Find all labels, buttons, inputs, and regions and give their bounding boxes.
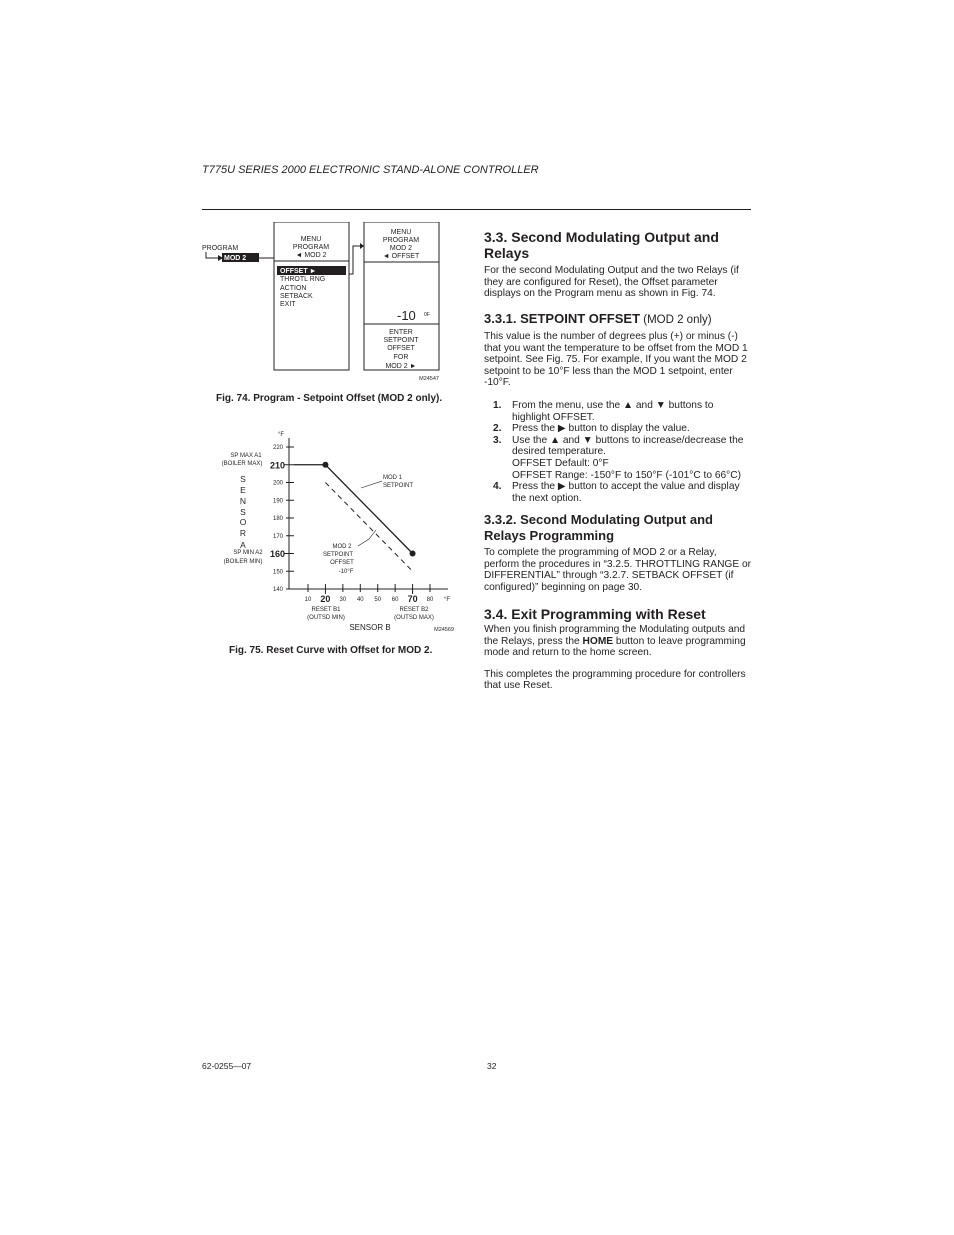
step-4 [484,481,752,504]
fig75-caption: Fig. 75. Reset Curve with Offset for MOD 2. [229,645,433,656]
fig75-y-tick-label: 140 [272,587,283,594]
step-3-number: 3. [493,434,502,446]
fig75-y-tick-label: 210 [269,460,285,471]
section-3-3-heading: 3.3. Second Modulating Output and Relays [484,229,719,261]
section-3-3-2-body: To complete the programming of MOD 2 or a Relay, perform the procedures in “3.2.5. THROTTLING RANGE or DIFFERENTIAL” through “3.2.7. SETBACK OFFSET (if configured)” beginning on page 30. [484,547,752,593]
fig75-y-tick-label: 170 [272,533,283,540]
fig74-program-menu-diagram [198,222,448,384]
fig74-box2-footer-0: ENTER [389,329,413,336]
fig75-mod2-label-2: OFFSET [330,560,354,566]
fig74-box1-item-0: THROTL RNG [280,276,326,283]
fig75-y-letter-4: O [239,517,247,527]
fig74-box2-footer-3: FOR [393,354,409,361]
step-2-text: Press the ▶ button to display the value. [512,423,690,435]
fig75-y-letter-2: N [239,496,247,506]
fig75-reset-b2-line1: RESET B2 [399,607,429,613]
fig75-x-unit: °F [444,597,451,603]
fig75-y-tick-label: 180 [272,516,283,523]
fig75-mod1-leader [361,481,382,488]
section-3-3-2 [484,512,752,593]
step-4-text: Press the ▶ button to accept the value and display the next option. [512,481,740,504]
fig74-box1-item-1: ACTION [280,285,307,292]
step-4-number: 4. [493,481,502,493]
section-3-4-body-pre: When you finish programming the Modulating outputs and the Relays, press the [484,624,746,647]
fig75-x-ticks [305,584,434,604]
fig74-box2-unit: 0F [424,312,430,318]
fig74-box2-value: -10 [397,308,416,323]
section-3-4-body [484,624,752,659]
fig75-y-tick-label: 200 [272,480,283,487]
section-3-3-body: For the second Modulating Output and the two Relays (if they are configured for Reset), the Offset parameter displays on the Program menu as shown in Fig. 74. [484,265,739,300]
fig75-y-ticks [270,445,294,593]
fig75-y-tick-label: 150 [272,569,283,576]
fig75-reset-b1-line2: (OUTSD MIN) [307,615,345,621]
section-3-3-1-heading [484,311,752,328]
fig74-code: M24547 [419,376,439,382]
fig74-mod2-tag-text: MOD 2 [224,255,247,262]
section-3-3-1-heading-suffix: (MOD 2 only) [640,314,712,326]
fig75-x-tick-label: 30 [339,597,347,603]
step-1-text: From the menu, use the ▲ and ▼ buttons to highlight OFFSET. [512,399,714,423]
fig75-mod1-label-0: MOD 1 [383,475,403,481]
fig75-y-tick-label: 220 [272,445,283,452]
fig75-reset-curve-chart [198,426,460,636]
fig75-x-tick-label: 50 [374,597,382,603]
fig74-box1-header-2: ◄ MOD 2 [295,252,327,259]
fig75-y-tick-label: 160 [269,549,285,559]
section-3-3-1-heading-text: 3.3.1. SETPOINT OFFSET [484,311,641,326]
section-3-3-1-body: This value is the number of degrees plus (+) or minus (-) that you want the temperature to be offset from the MOD 1 setpoint. See Fig. 75. For example, If you want the MOD 2 setpoint to be 10°F less than the MOD 1 setpoint, enter -10°F. [484,331,748,389]
fig75-y-axis-title [240,474,247,550]
fig75-sp-max-line1: SP MAX A1 [230,453,262,459]
step-1-number: 1. [493,399,502,411]
step-1 [484,400,752,423]
fig74-box1-item-3: EXIT [280,301,296,308]
section-3-4-heading: 3.4. Exit Programming with Reset [484,606,706,622]
section-3-3-1 [484,311,752,504]
page-header-title: T775U SERIES 2000 ELECTRONIC STAND-ALONE CONTROLLER [202,164,539,176]
fig74-program-label: PROGRAM [202,245,239,252]
header-rule [202,209,751,210]
fig74-box2-header-2: MOD 2 [389,245,413,252]
fig75-code: M24569 [434,627,454,633]
fig74-box-connector [349,246,360,274]
fig75-y-letter-1: E [240,485,246,495]
fig75-y-letter-3: S [240,507,246,517]
fig75-reset-b1-line1: RESET B1 [311,607,341,613]
fig75-point-max [322,462,328,468]
fig74-box2-footer-1: SETPOINT [383,337,419,344]
step-3-default: OFFSET Default: 0°F [512,457,609,469]
step-2 [484,423,752,435]
fig75-sp-min-line2: (BOILER MIN) [223,559,263,565]
fig74-box1-header-1: PROGRAM [292,244,330,251]
fig75-x-tick-label: 70 [407,594,418,604]
fig74-box2-header-3: ◄ OFFSET [382,253,420,260]
footer-doc-number: 62-0255—07 [202,1061,252,1071]
fig75-sp-min-line1: SP MIN A2 [233,550,263,556]
fig75-x-tick-label: 60 [391,597,399,603]
fig75-mod1-label-1: SETPOINT [383,483,414,489]
step-3-range: OFFSET Range: -150°F to 150°F (-101°C to 66°C) [512,469,742,481]
fig75-mod2-label-0: MOD 2 [332,544,352,550]
fig74-arrow-line [206,252,218,258]
fig75-y-tick-label: 190 [272,498,283,505]
fig75-unit-top: °F [277,432,284,438]
fig75-point-min [410,551,416,557]
fig75-reset-b2-line2: (OUTSD MAX) [394,615,434,621]
fig75-mod2-leader [358,530,376,546]
section-3-3 [484,229,752,300]
fig75-mod2-label-3: -10°F [338,569,354,575]
fig75-y-letter-5: R [239,528,247,538]
fig75-x-tick-label: 80 [426,597,434,603]
fig75-mod2-label-1: SETPOINT [322,552,354,558]
fig75-y-letter-0: S [240,474,246,484]
fig75-x-label: SENSOR B [349,623,391,632]
fig75-x-tick-label: 10 [304,597,312,603]
fig74-box2-header-0: MENU [390,229,412,236]
section-3-3-2-heading: 3.3.2. Second Modulating Output and Relays Programming [484,512,713,543]
fig74-box1-header-0: MENU [300,236,322,243]
section-3-4-body2: This completes the programming procedure for controllers that use Reset. [484,668,746,692]
fig75-sp-max-line2: (BOILER MAX) [221,461,263,467]
section-3-3-1-steps [484,400,752,504]
fig74-box1-item-2: SETBACK [280,293,313,300]
section-3-4-body-post: button to leave programming mode and return to the home screen. [484,635,746,659]
fig75-x-tick-label: 40 [356,597,364,603]
fig74-box-connector-head [360,243,364,249]
fig75-x-tick-label: 20 [320,594,331,604]
fig74-box1-selected-item: OFFSET ► [280,268,317,275]
step-3 [484,435,752,481]
home-keyword: HOME [582,635,614,647]
fig74-box2-footer-2: OFFSET [387,345,415,352]
fig74-box2-footer-4: MOD 2 ► [385,363,417,370]
fig74-caption: Fig. 74. Program - Setpoint Offset (MOD 2 only). [216,393,443,404]
step-2-number: 2. [493,423,502,435]
footer-page-number: 32 [487,1061,497,1071]
fig75-y-letter-6: A [240,540,246,550]
section-3-4 [484,606,752,692]
step-3-text: Use the ▲ and ▼ buttons to increase/decrease the desired temperature. [512,434,744,458]
fig74-box2-header-1: PROGRAM [382,237,420,244]
